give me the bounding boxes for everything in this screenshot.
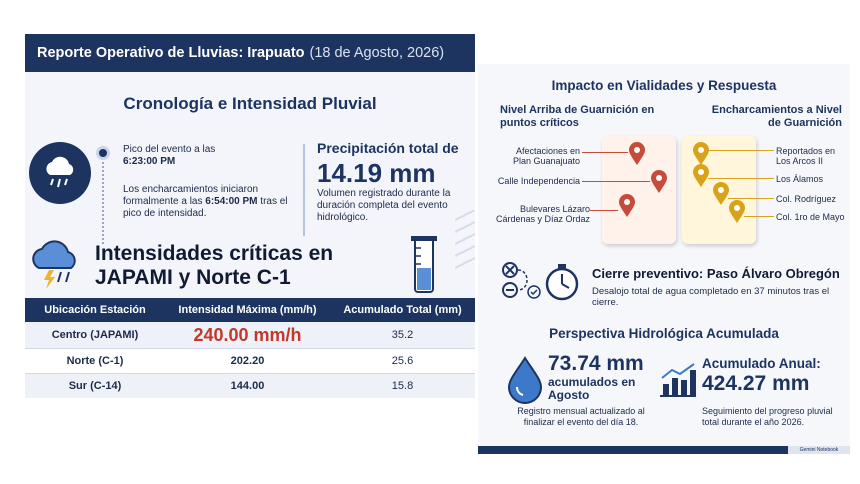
stripe-decoration <box>455 210 475 295</box>
closure-title: Cierre preventivo: Paso Álvaro Obregón <box>592 266 840 281</box>
station-intensity: 240.00 mm/h <box>193 324 302 345</box>
rain-gauge-icon <box>407 234 441 301</box>
station-intensity: 144.00 <box>230 380 265 392</box>
report-header <box>25 34 475 72</box>
station-total: 15.8 <box>391 380 414 392</box>
location-label: Col. Rodríguez <box>776 194 837 204</box>
annual-value: 424.27 mm <box>702 372 810 395</box>
flood-start-text <box>123 184 293 220</box>
curb-level-heading: Encharcamientos a Nivel de Guarnición <box>711 104 842 129</box>
connector-line <box>708 178 774 179</box>
map-pin-icon <box>728 200 746 224</box>
timeline-line <box>102 162 104 244</box>
closure-note: Desalojo total de agua completado en 37 minutos tras el cierre. <box>592 286 830 308</box>
table-row <box>25 374 475 398</box>
annual-label: Acumulado Anual: <box>702 356 821 371</box>
map-pin-icon <box>692 142 710 166</box>
table-row <box>25 349 475 374</box>
header-station: Ubicación Estación <box>44 304 146 316</box>
footer-tag: Gemini Notebook <box>788 446 850 454</box>
station-intensity: 202.20 <box>230 355 265 367</box>
connector-line <box>582 152 628 153</box>
table-row <box>25 322 475 349</box>
precipitation-label: Precipitación total de <box>317 140 459 156</box>
report-date: (18 de Agosto, 2026) <box>309 45 445 61</box>
divider <box>303 144 305 236</box>
location-label: Calle Independencia <box>497 176 580 186</box>
connector-line <box>582 181 650 182</box>
bar-chart-icon <box>658 362 698 403</box>
hydrology-title: Perspectiva Hidrológica Acumulada <box>549 326 779 341</box>
connector-line <box>708 150 774 151</box>
chronology-title: Cronología e Intensidad Pluvial <box>123 94 377 113</box>
report-title: Reporte Operativo de Lluvias: Irapuato <box>37 45 305 61</box>
location-label: Reportados en Los Arcos II <box>776 146 836 166</box>
critical-intensity-title: Intensidades críticas en JAPAMI y Norte C-1 <box>95 242 334 289</box>
peak-prefix: Pico del evento a las <box>123 144 216 155</box>
location-label: Los Álamos <box>776 174 824 184</box>
connector-line <box>744 216 774 217</box>
location-label: Afectaciones en Plan Guanajuato <box>512 146 580 166</box>
flood-text-b: tras el pico de intensidad. <box>123 196 288 219</box>
storm-cloud-icon <box>27 234 89 297</box>
water-drop-icon <box>506 356 544 409</box>
station-name: Norte (C-1) <box>66 355 124 367</box>
flood-text-a: Los encharcamientos iniciaron formalmente a las <box>123 184 259 207</box>
station-name: Sur (C-14) <box>68 380 122 392</box>
rain-cloud-icon <box>29 142 91 204</box>
monthly-label: acumulados en Agosto <box>548 375 636 402</box>
map-pin-icon <box>692 164 710 188</box>
location-label: Col. 1ro de Mayo <box>776 212 845 222</box>
peak-text <box>123 144 293 168</box>
header-total: Acumulado Total (mm) <box>343 304 462 316</box>
critical-points-heading: Nivel Arriba de Guarnición en puntos críticos <box>500 104 655 129</box>
stopwatch-icon <box>500 260 586 309</box>
monthly-value: 73.74 mm <box>548 352 644 375</box>
station-total: 25.6 <box>391 355 414 367</box>
curb-level-map <box>682 136 756 244</box>
timeline-dot <box>96 146 110 160</box>
right-report-panel <box>478 64 850 454</box>
connector-line <box>728 198 774 199</box>
flood-time: 6:54:00 PM <box>205 196 258 207</box>
peak-time: 6:23:00 PM <box>123 156 176 167</box>
station-name: Centro (JAPAMI) <box>51 329 139 341</box>
station-total: 35.2 <box>391 329 414 341</box>
header-intensity: Intensidad Máxima (mm/h) <box>178 304 317 316</box>
annual-note: Seguimiento del progreso pluvial total durante el año 2026. <box>702 406 833 427</box>
table-header <box>25 298 475 322</box>
left-report-panel <box>25 34 475 398</box>
map-pin-icon <box>650 170 668 194</box>
map-pin-icon <box>628 142 646 166</box>
location-label: Bulevares Lázaro Cárdenas y Díaz Ordaz <box>495 204 590 224</box>
map-pin-icon <box>618 194 636 218</box>
station-table <box>25 298 475 398</box>
table-body <box>25 322 475 398</box>
precipitation-note: Volumen registrado durante la duración completa del evento hidrológico. <box>317 188 451 223</box>
precipitation-value: 14.19 mm <box>317 158 436 188</box>
monthly-note: Registro mensual actualizado al finalizar el evento del día 18. <box>517 406 645 427</box>
connector-line <box>590 210 618 211</box>
impact-title: Impacto en Vialidades y Respuesta <box>551 78 777 93</box>
